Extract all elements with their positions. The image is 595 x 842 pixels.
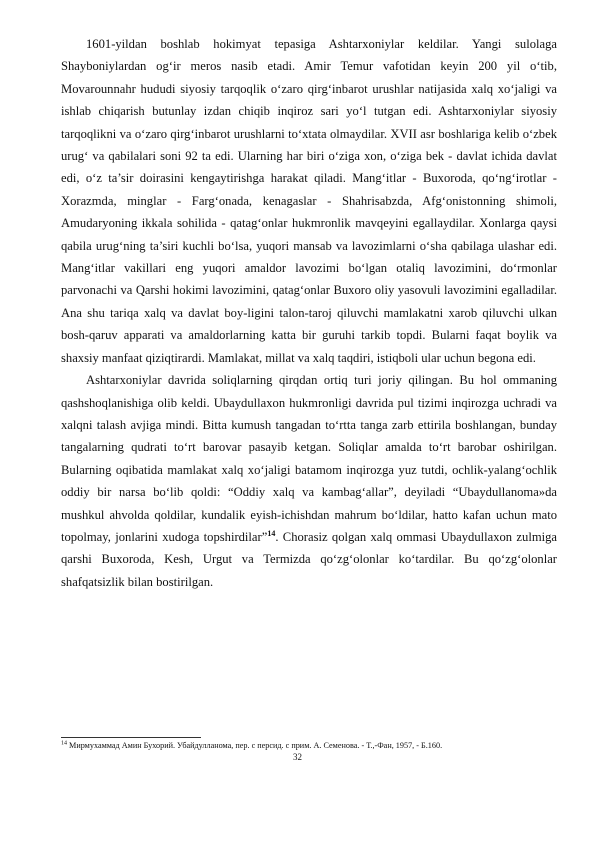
footnote-divider bbox=[61, 737, 201, 738]
paragraph-1: 1601-yildan boshlab hokimyat tepasiga Ashtarxoniylar keldilar. Yangi sulolaga Shayboniylardan og‘ir meros nasib etadi. Amir Temur vafotidan keyin 200 yil o‘tib, Movarounnahr hududi siyosiy tarqoqlik o‘zaro qirg‘inbarot urushlar natijasida xalq xo‘jaligi va ishlab chiqarish butunlay izdan chiqib inqiroz sari yo‘l tutgan edi. Ashtarxoniylar siyosiy tarqoqlikni va o‘zaro qirg‘inbarot urushlarni to‘xtata olmaydilar. XVII asr boshlariga kelib o‘zbek urug‘ va qabilalari soni 92 ta edi. Ularning har biri o‘ziga xon, o‘ziga bek - davlat ichida davlat edi, o‘z ta’sir doirasini kengaytirishga harakat qiladi. Mang‘itlar - Buxoroda, qo‘ng‘irotlar - Xorazmda, minglar - Farg‘onada, kenagaslar - Shahrisabzda, Afg‘onistonning shimoli, Amudaryoning ikkala sohilida - qatag‘onlar hukmronlik mavqeyini egallaydilar. Xonlarga qaysi qabila urug‘ning ta’siri kuchli bo‘lsa, yuqori mansab va lavozimlarni o‘sha qabilaga ulashar edi. Mang‘itlar vakillari eng yuqori amaldor lavozimi bo‘lgan otaliq lavozimini, do‘rmonlar parvonachi va Qarshi hokimi lavozimini, qatag‘onlar Buxoro oliy yasovuli lavozimini egalladilar. Ana shu tariqa xalq va davlat boy-ligini talon-taroj qiluvchi mamlakatni xarob qiluvchi ulkan bosh-qaruv apparati va amaldorlarning katta bir guruhi tarkib topdi. Bularni faqat boylik va shaxsiy manfaat qiziqtirardi. Mamlakat, millat va xalq taqdiri, istiqboli ular uchun begona edi. bbox=[61, 37, 557, 365]
footnote bbox=[61, 740, 557, 751]
page-number: 32 bbox=[293, 752, 302, 762]
footnote-text: Мирмухаммад Амин Бухорий. Убайдулланома, пер. с персид. с прим. А. Семенова. - Т.,-Фан, 1957, - Б.160. bbox=[69, 741, 443, 750]
paragraph-2-continuation: . Chorasiz qolgan xalq ommasi Ubaydullaxon zulmiga qarshi Buxoroda, Kesh, Urgut va Termizda qo‘zg‘olonlar ko‘tardilar. Bu qo‘zg‘olonlar shafqatsizlik bilan bostirilgan. bbox=[61, 529, 557, 589]
footnote-number: 14 bbox=[61, 740, 67, 747]
paragraph-2 bbox=[61, 369, 557, 593]
body-text bbox=[61, 33, 557, 593]
paragraph-2-text: Ashtarxoniylar davrida soliqlarning qirqdan ortiq turi joriy qilingan. Bu hol ommaning qashshoqlanishiga olib keldi. Ubaydullaxon hukmronligi davrida pul tizimi inqirozga uchradi va xalqni talash avjiga mindi. Bitta kumush tangadan to‘rtta tanga zarb ettirila boshlangan, bunday tangalarning qudrati to‘rt barovar pasayib ketgan. Soliqlar amalda to‘rt barobar oshirilgan. Bularning oqibatida mamlakat xalq xo‘jaligi batamom inqirozga yuz tutdi, ochlik-yalang‘ochlik oddiy bir narsa bo‘lib qoldi: “Oddiy xalq va kambag‘allar”, deyiladi “Ubaydullanoma»da mushkul ahvolda qoldilar, kundalik eyish-ichishdan mahrum bo‘ldilar, hatto kafan uchun mato topolmay, jonlarini xudoga topshirdilar” bbox=[61, 373, 557, 544]
footnote-reference[interactable]: 14 bbox=[267, 528, 276, 538]
